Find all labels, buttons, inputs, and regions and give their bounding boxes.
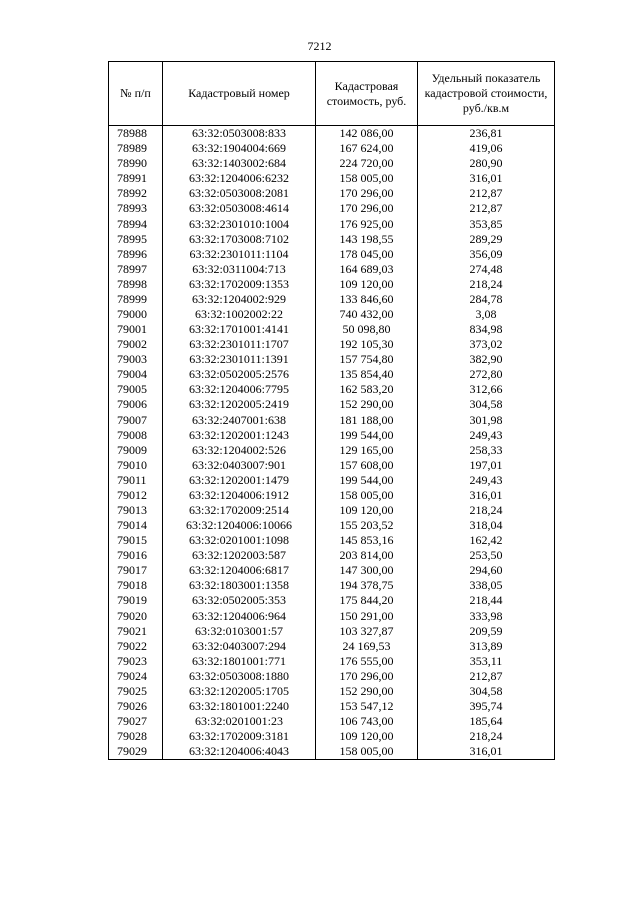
table-row xyxy=(109,744,555,760)
row-num: 78995 xyxy=(109,232,163,247)
table-row xyxy=(109,428,555,443)
specific-value: 212,87 xyxy=(418,186,555,201)
specific-value: 218,24 xyxy=(418,729,555,744)
cadastral-number: 63:32:2301011:1104 xyxy=(163,247,316,262)
cadastral-number: 63:32:1204006:1912 xyxy=(163,488,316,503)
row-num: 79010 xyxy=(109,458,163,473)
specific-value: 284,78 xyxy=(418,292,555,307)
specific-value: 209,59 xyxy=(418,624,555,639)
cadastral-number: 63:32:1202001:1243 xyxy=(163,428,316,443)
specific-value: 3,08 xyxy=(418,307,555,322)
cadastral-value: 50 098,80 xyxy=(316,322,418,337)
specific-value: 373,02 xyxy=(418,337,555,352)
cadastral-value: 150 291,00 xyxy=(316,609,418,624)
specific-value: 249,43 xyxy=(418,428,555,443)
cadastral-number: 63:32:1202005:2419 xyxy=(163,397,316,412)
table-row xyxy=(109,624,555,639)
cadastral-value: 155 203,52 xyxy=(316,518,418,533)
row-num: 79003 xyxy=(109,352,163,367)
row-num: 79000 xyxy=(109,307,163,322)
table-row xyxy=(109,609,555,624)
cadastral-number: 63:32:1204006:10066 xyxy=(163,518,316,533)
row-num: 78999 xyxy=(109,292,163,307)
row-num: 79013 xyxy=(109,503,163,518)
row-num: 78997 xyxy=(109,262,163,277)
specific-value: 353,85 xyxy=(418,216,555,231)
cadastral-value: 135 854,40 xyxy=(316,367,418,382)
row-num: 79007 xyxy=(109,412,163,427)
cadastral-value: 152 290,00 xyxy=(316,684,418,699)
table-row xyxy=(109,654,555,669)
cadastral-value: 158 005,00 xyxy=(316,744,418,760)
specific-value: 304,58 xyxy=(418,397,555,412)
table-row xyxy=(109,729,555,744)
table-row xyxy=(109,412,555,427)
cadastral-value: 167 624,00 xyxy=(316,141,418,156)
cadastral-number: 63:32:0311004:713 xyxy=(163,262,316,277)
table-row xyxy=(109,126,555,142)
table-row xyxy=(109,367,555,382)
cadastral-number: 63:32:0403007:294 xyxy=(163,639,316,654)
table-row xyxy=(109,337,555,352)
cadastral-number: 63:32:0502005:2576 xyxy=(163,367,316,382)
cadastral-number: 63:32:1204002:526 xyxy=(163,443,316,458)
cadastral-number: 63:32:1702009:3181 xyxy=(163,729,316,744)
cadastral-number: 63:32:1702009:2514 xyxy=(163,503,316,518)
table-row xyxy=(109,699,555,714)
table-row xyxy=(109,639,555,654)
specific-value: 395,74 xyxy=(418,699,555,714)
specific-value: 312,66 xyxy=(418,382,555,397)
row-num: 78996 xyxy=(109,247,163,262)
specific-value: 218,24 xyxy=(418,277,555,292)
page-number: 7212 xyxy=(307,39,332,53)
cadastral-value: 199 544,00 xyxy=(316,473,418,488)
cadastral-number: 63:32:0103001:57 xyxy=(163,624,316,639)
table-row xyxy=(109,533,555,548)
header-specific-value: Удельный показатель кадастровой стоимости, руб./кв.м xyxy=(418,62,555,126)
row-num: 78991 xyxy=(109,171,163,186)
cadastral-value: 103 327,87 xyxy=(316,624,418,639)
row-num: 79025 xyxy=(109,684,163,699)
cadastral-number: 63:32:0403007:901 xyxy=(163,458,316,473)
table-row xyxy=(109,473,555,488)
specific-value: 316,01 xyxy=(418,171,555,186)
cadastral-value: 152 290,00 xyxy=(316,397,418,412)
specific-value: 316,01 xyxy=(418,744,555,760)
specific-value: 253,50 xyxy=(418,548,555,563)
table-row xyxy=(109,458,555,473)
cadastral-number: 63:32:0503008:1880 xyxy=(163,669,316,684)
cadastral-value: 175 844,20 xyxy=(316,593,418,608)
row-num: 79005 xyxy=(109,382,163,397)
cadastral-table xyxy=(108,61,555,760)
cadastral-number: 63:32:2301011:1707 xyxy=(163,337,316,352)
specific-value: 316,01 xyxy=(418,488,555,503)
specific-value: 185,64 xyxy=(418,714,555,729)
specific-value: 419,06 xyxy=(418,141,555,156)
cadastral-value: 176 925,00 xyxy=(316,216,418,231)
row-num: 79027 xyxy=(109,714,163,729)
row-num: 79009 xyxy=(109,443,163,458)
row-num: 79029 xyxy=(109,744,163,760)
specific-value: 249,43 xyxy=(418,473,555,488)
table-row xyxy=(109,156,555,171)
cadastral-number: 63:32:1202001:1479 xyxy=(163,473,316,488)
table-row xyxy=(109,352,555,367)
cadastral-value: 203 814,00 xyxy=(316,548,418,563)
table-row xyxy=(109,443,555,458)
table-row xyxy=(109,186,555,201)
cadastral-value: 181 188,00 xyxy=(316,412,418,427)
specific-value: 218,44 xyxy=(418,593,555,608)
cadastral-value: 24 169,53 xyxy=(316,639,418,654)
cadastral-value: 109 120,00 xyxy=(316,729,418,744)
cadastral-value: 157 608,00 xyxy=(316,458,418,473)
row-num: 79022 xyxy=(109,639,163,654)
table-row xyxy=(109,262,555,277)
cadastral-value: 176 555,00 xyxy=(316,654,418,669)
cadastral-value: 224 720,00 xyxy=(316,156,418,171)
row-num: 79019 xyxy=(109,593,163,608)
row-num: 79001 xyxy=(109,322,163,337)
table-body xyxy=(109,126,555,760)
cadastral-value: 192 105,30 xyxy=(316,337,418,352)
cadastral-number: 63:32:0201001:23 xyxy=(163,714,316,729)
row-num: 79017 xyxy=(109,563,163,578)
table-row xyxy=(109,277,555,292)
cadastral-number: 63:32:2407001:638 xyxy=(163,412,316,427)
table-row xyxy=(109,684,555,699)
cadastral-number: 63:32:1403002:684 xyxy=(163,156,316,171)
cadastral-value: 143 198,55 xyxy=(316,232,418,247)
table-row xyxy=(109,292,555,307)
row-num: 78992 xyxy=(109,186,163,201)
cadastral-value: 129 165,00 xyxy=(316,443,418,458)
cadastral-value: 147 300,00 xyxy=(316,563,418,578)
table-row xyxy=(109,669,555,684)
specific-value: 382,90 xyxy=(418,352,555,367)
cadastral-number: 63:32:1202003:587 xyxy=(163,548,316,563)
row-num: 79014 xyxy=(109,518,163,533)
cadastral-value: 142 086,00 xyxy=(316,126,418,142)
specific-value: 318,04 xyxy=(418,518,555,533)
cadastral-value: 157 754,80 xyxy=(316,352,418,367)
cadastral-number: 63:32:1204006:4043 xyxy=(163,744,316,760)
cadastral-value: 158 005,00 xyxy=(316,171,418,186)
specific-value: 338,05 xyxy=(418,578,555,593)
row-num: 78989 xyxy=(109,141,163,156)
cadastral-value: 133 846,60 xyxy=(316,292,418,307)
row-num: 79028 xyxy=(109,729,163,744)
cadastral-number: 63:32:2301010:1004 xyxy=(163,216,316,231)
cadastral-value: 162 583,20 xyxy=(316,382,418,397)
specific-value: 294,60 xyxy=(418,563,555,578)
table-row xyxy=(109,503,555,518)
specific-value: 218,24 xyxy=(418,503,555,518)
table-row xyxy=(109,578,555,593)
header-num: № п/п xyxy=(109,62,163,126)
cadastral-value: 158 005,00 xyxy=(316,488,418,503)
cadastral-number: 63:32:1701001:4141 xyxy=(163,322,316,337)
table-row xyxy=(109,232,555,247)
cadastral-number: 63:32:1002002:22 xyxy=(163,307,316,322)
row-num: 79008 xyxy=(109,428,163,443)
table-row xyxy=(109,171,555,186)
specific-value: 356,09 xyxy=(418,247,555,262)
specific-value: 333,98 xyxy=(418,609,555,624)
cadastral-value: 145 853,16 xyxy=(316,533,418,548)
row-num: 79023 xyxy=(109,654,163,669)
cadastral-number: 63:32:1801001:2240 xyxy=(163,699,316,714)
specific-value: 304,58 xyxy=(418,684,555,699)
header-cadastral-value: Кадастровая стоимость, руб. xyxy=(316,62,418,126)
cadastral-number: 63:32:0503008:4614 xyxy=(163,201,316,216)
cadastral-number: 63:32:1904004:669 xyxy=(163,141,316,156)
row-num: 79021 xyxy=(109,624,163,639)
row-num: 79024 xyxy=(109,669,163,684)
cadastral-value: 106 743,00 xyxy=(316,714,418,729)
cadastral-number: 63:32:2301011:1391 xyxy=(163,352,316,367)
table-row xyxy=(109,247,555,262)
specific-value: 274,48 xyxy=(418,262,555,277)
specific-value: 301,98 xyxy=(418,412,555,427)
specific-value: 313,89 xyxy=(418,639,555,654)
row-num: 79026 xyxy=(109,699,163,714)
specific-value: 236,81 xyxy=(418,126,555,142)
cadastral-value: 740 432,00 xyxy=(316,307,418,322)
cadastral-value: 199 544,00 xyxy=(316,428,418,443)
cadastral-value: 164 689,03 xyxy=(316,262,418,277)
cadastral-number: 63:32:0502005:353 xyxy=(163,593,316,608)
header-row xyxy=(109,62,555,126)
specific-value: 258,33 xyxy=(418,443,555,458)
row-num: 78994 xyxy=(109,216,163,231)
specific-value: 289,29 xyxy=(418,232,555,247)
row-num: 79004 xyxy=(109,367,163,382)
row-num: 79006 xyxy=(109,397,163,412)
row-num: 79015 xyxy=(109,533,163,548)
specific-value: 212,87 xyxy=(418,201,555,216)
specific-value: 197,01 xyxy=(418,458,555,473)
cadastral-value: 109 120,00 xyxy=(316,503,418,518)
specific-value: 280,90 xyxy=(418,156,555,171)
table-header xyxy=(109,62,555,126)
row-num: 79020 xyxy=(109,609,163,624)
table-row xyxy=(109,593,555,608)
cadastral-value: 170 296,00 xyxy=(316,186,418,201)
cadastral-number: 63:32:1801001:771 xyxy=(163,654,316,669)
cadastral-number: 63:32:0503008:833 xyxy=(163,126,316,142)
cadastral-number: 63:32:0503008:2081 xyxy=(163,186,316,201)
table-row xyxy=(109,322,555,337)
cadastral-number: 63:32:1204006:964 xyxy=(163,609,316,624)
row-num: 78998 xyxy=(109,277,163,292)
row-num: 78988 xyxy=(109,126,163,142)
cadastral-number: 63:32:1703008:7102 xyxy=(163,232,316,247)
table-row xyxy=(109,563,555,578)
table-row xyxy=(109,141,555,156)
cadastral-value: 153 547,12 xyxy=(316,699,418,714)
cadastral-number: 63:32:1803001:1358 xyxy=(163,578,316,593)
cadastral-value: 170 296,00 xyxy=(316,669,418,684)
cadastral-value: 178 045,00 xyxy=(316,247,418,262)
table-row xyxy=(109,488,555,503)
specific-value: 272,80 xyxy=(418,367,555,382)
row-num: 79012 xyxy=(109,488,163,503)
row-num: 79016 xyxy=(109,548,163,563)
table-row xyxy=(109,216,555,231)
row-num: 79011 xyxy=(109,473,163,488)
table-row xyxy=(109,714,555,729)
cadastral-number: 63:32:1202005:1705 xyxy=(163,684,316,699)
cadastral-value: 170 296,00 xyxy=(316,201,418,216)
cadastral-number: 63:32:1204002:929 xyxy=(163,292,316,307)
cadastral-value: 194 378,75 xyxy=(316,578,418,593)
cadastral-number: 63:32:1204006:7795 xyxy=(163,382,316,397)
cadastral-value: 109 120,00 xyxy=(316,277,418,292)
row-num: 78990 xyxy=(109,156,163,171)
row-num: 78993 xyxy=(109,201,163,216)
table-row xyxy=(109,201,555,216)
table-row xyxy=(109,382,555,397)
cadastral-number: 63:32:0201001:1098 xyxy=(163,533,316,548)
table-row xyxy=(109,397,555,412)
table-row xyxy=(109,307,555,322)
row-num: 79018 xyxy=(109,578,163,593)
specific-value: 212,87 xyxy=(418,669,555,684)
specific-value: 162,42 xyxy=(418,533,555,548)
cadastral-number: 63:32:1204006:6817 xyxy=(163,563,316,578)
specific-value: 834,98 xyxy=(418,322,555,337)
table-row xyxy=(109,518,555,533)
header-cadastral-number: Кадастровый номер xyxy=(163,62,316,126)
table-row xyxy=(109,548,555,563)
cadastral-number: 63:32:1204006:6232 xyxy=(163,171,316,186)
row-num: 79002 xyxy=(109,337,163,352)
specific-value: 353,11 xyxy=(418,654,555,669)
cadastral-number: 63:32:1702009:1353 xyxy=(163,277,316,292)
